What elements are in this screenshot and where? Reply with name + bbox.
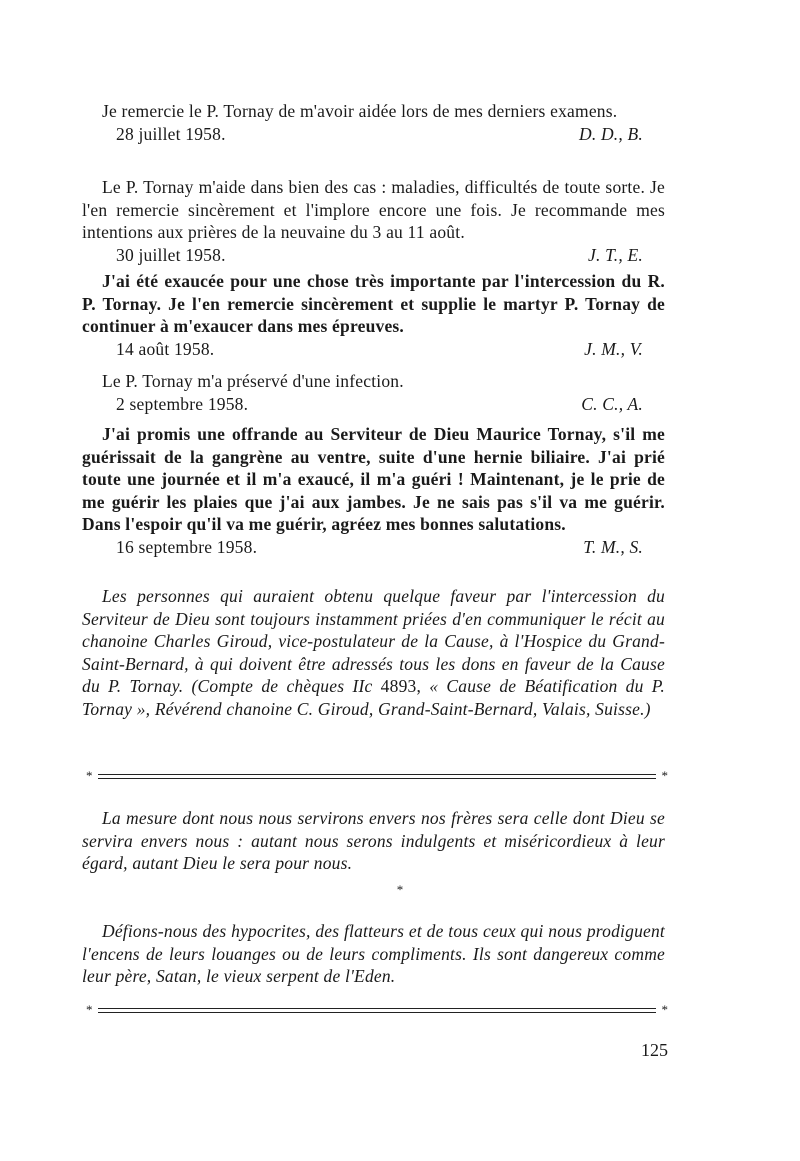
testimony-entry [82,370,665,415]
testimony-text: J'ai été exaucée pour une chose très importante par l'intercession du R. P. Tornay. Je l'en remercie sincèrement et supplie le martyr P. Tornay de continuer à m'exaucer dans mes épreuves. [82,271,665,336]
testimony-date: 16 septembre 1958. [116,536,258,557]
maxim-text: La mesure dont nous nous servirons envers nos frères sera celle dont Dieu se servira envers nous : autant nous serons indulgents et miséricordieux à leur égard, autant Dieu le sera pour nous. [82,808,665,873]
testimony-signature [82,244,665,267]
rule-star-right: * [661,768,668,783]
rule-star-right: * [661,1002,668,1017]
maxim [82,807,665,875]
notice-text [82,585,665,720]
rule-line-bottom [98,1012,656,1013]
page-number: 125 [641,1040,668,1060]
rule-star-left: * [86,768,93,783]
testimony-date: 30 juillet 1958. [116,244,226,265]
testimony-date: 28 juillet 1958. [116,123,226,144]
testimony-initials: D. D., B. [578,123,643,144]
testimony-initials: J. T., E. [588,244,643,265]
notice-part2: « Cause de Béatification du P. Tornay », Révérend chanoine C. Giroud, Grand-Saint-Bernard, Valais, Suisse.) [82,676,665,719]
rule-line-top [98,1008,656,1009]
testimony-signature [82,393,665,416]
account-prefix: IIc [352,676,373,696]
testimony-date: 14 août 1958. [116,338,215,359]
rule-star-left: * [86,1002,93,1017]
testimony-text: Le P. Tornay m'a préservé d'une infection. [102,371,404,391]
testimony-text: Le P. Tornay m'aide dans bien des cas : maladies, difficultés de toute sorte. Je l'en remercie sincèrement et l'implore encore une fois. Je recommande mes intentions aux prières de la neuvaine du 3 au 11 août. [82,177,665,242]
intercession-notice [82,585,665,720]
testimony-entry [82,270,665,360]
maxim-text: Défions-nous des hypocrites, des flatteurs et de tous ceux qui nous prodiguent l'encens de leurs louanges ou de leurs compliments. Ils sont dangereux comme leur père, Satan, le vieux serpent de l'Eden. [82,921,665,986]
separator-rule [86,1002,668,1022]
section-star: * [396,882,404,897]
testimony-signature [82,123,665,146]
testimony-initials: C. C., A. [581,393,643,414]
testimony-initials: J. M., V. [584,338,643,359]
notice-part1: Les personnes qui auraient obtenu quelque faveur par l'intercession du Serviteur de Dieu sont toujours instamment priées d'en communiquer le récit au chanoine Charles Giroud, vice-postulateur de la Cause, à l'Hospice du Grand-Saint-Bernard, à qui doivent être adressés tous les dons en faveur de la Cause du P. Tornay. (Compte de chèques [82,586,665,696]
rule-line-bottom [98,778,656,779]
maxim [82,920,665,988]
testimony-entry [82,176,665,266]
separator-rule [86,768,668,788]
testimony-entry [82,423,665,558]
account-number: 4893, [372,676,430,696]
rule-line-top [98,774,656,775]
testimony-signature [82,338,665,361]
testimony-signature [82,536,665,559]
testimony-text: Je remercie le P. Tornay de m'avoir aidée lors de mes derniers examens. [102,101,618,121]
testimony-entry [82,100,665,145]
testimony-initials: T. M., S. [583,536,643,557]
testimony-text: J'ai promis une offrande au Serviteur de Dieu Maurice Tornay, s'il me guérissait de la gangrène au ventre, suite d'une hernie biliaire. J'ai prié toute une journée et il m'a exaucé, il m'a guéri ! Maintenant, je le prie de me guérir les plaies que j'ai aux jambes. Je ne sais pas s'il va me guérir. Dans l'espoir qu'il va me guérir, agréez mes bonnes salutations. [82,424,665,534]
testimony-date: 2 septembre 1958. [116,393,249,414]
